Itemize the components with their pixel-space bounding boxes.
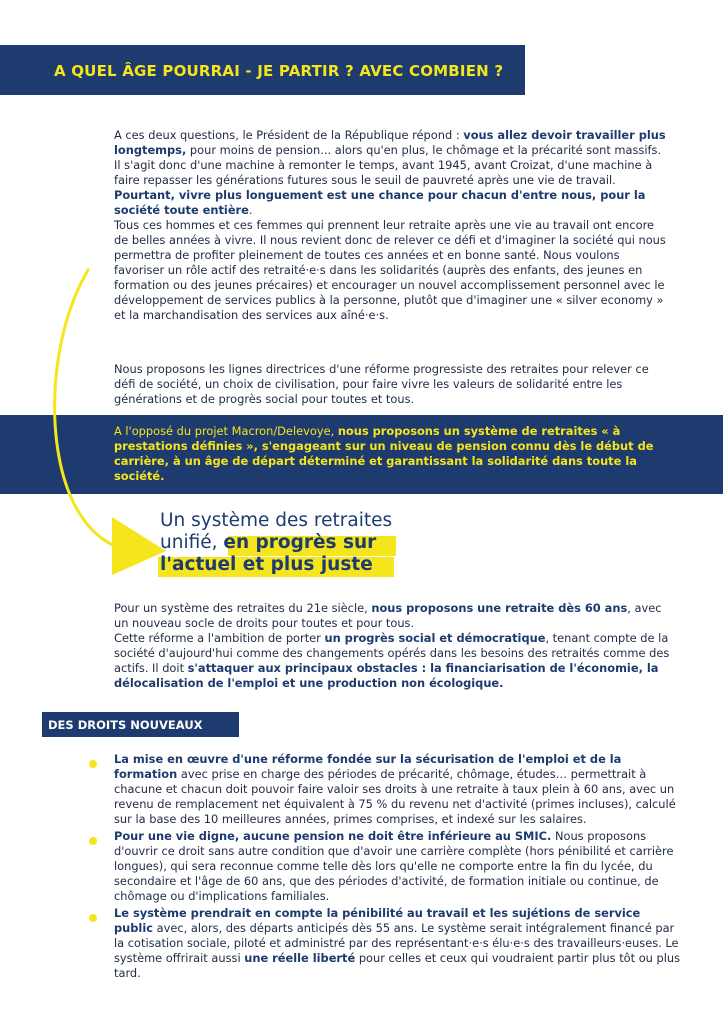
subtitle-line: [160, 532, 460, 554]
band-emphasis: nous proposons un système de retraites « à prestations définies », s'engageant sur un niveau de pension connu dès le début de carrière, à un âge de départ déterminé et garantissant la solidarité dans toute la société.: [114, 424, 654, 483]
intro-paragraph-3: Tous ces hommes et ces femmes qui prennent leur retraite après une vie au travail ont encore de belles années à vivre. Il nous revient donc de relever ce défi et d'imaginer la société qui nous permettra de profiter pleinement de toutes ces années et en bonne santé. Nous voulons favoriser un rôle actif des retraité·e·s dans les solidarités (auprès des enfants, des jeunes en formation ou des jeunes précaires) et encourager un nouvel accomplissement personnel avec le développement de services publics à la personne, plutôt que d'imaginer une « silver economy » et la marchandisation des services aux aîné·e·s.: [114, 218, 666, 322]
intro-text: .: [248, 203, 253, 217]
list-item: [114, 906, 682, 981]
subtitle-text: unifié,: [160, 532, 224, 553]
intro-text: pour moins de pension... alors qu'en plus, le chômage et la précarité sont massifs. Il s'agit donc d'une machine à remonter le temps, avant 1945, avant Croizat, d'une machine à faire repasser les générations futures sous le seuil de pauvreté après une vie de travail.: [114, 143, 662, 187]
intro-paragraph-2: [114, 188, 670, 218]
system-text: Cette réforme a l'ambition de porter: [114, 631, 325, 645]
list-item: [114, 752, 682, 827]
intro-text: A ces deux questions, le Président de la République répond :: [114, 128, 464, 142]
system-paragraph-2: [114, 631, 674, 691]
section-heading: [42, 712, 239, 737]
curved-arrow-icon: [40, 265, 170, 585]
band-intro: A l'opposé du projet Macron/Delevoye,: [114, 424, 338, 438]
list-item-text: avec, alors, des départs anticipés dès 55 ans. Le système serait intégralement financé par la cotisation sociale, piloté et administré par des représentant·e·s élu·e·s des travailleurs·euses. Le système offrirait aussi: [114, 921, 679, 965]
intro-emphasis: vous allez devoir travailler plus longtemps,: [114, 128, 666, 157]
list-item-text: pour celles et ceux qui voudraient partir plus tôt ou plus tard.: [114, 951, 681, 980]
list-item-emphasis: Pour une vie digne, aucune pension ne doit être inférieure au SMIC.: [114, 829, 552, 843]
list-item-text: avec prise en charge des périodes de précarité, chômage, études… permettrait à chacune et chacun doit pouvoir faire valoir ses droits à une retraite à taux plein à 60 ans, avec un revenu de remplacement net équivalent à 75 % du revenu net d'activité (primes incluses), calculé sur la base des 10 meilleures années, primes comprises, et indexé sur les salaires.: [114, 767, 676, 826]
system-text: , tenant compte de la société d'aujourd'hui comme des changements opérés dans les besoins des retraités comme des actifs. Il doit: [114, 631, 670, 675]
system-section: [114, 601, 674, 691]
band-text: [114, 424, 680, 484]
page-title: A QUEL ÂGE POURRAI - JE PARTIR ? AVEC COMBIEN ?: [54, 62, 504, 80]
section-subtitle: [160, 510, 460, 576]
rights-list: [114, 752, 682, 983]
intro-section: [114, 128, 670, 323]
bullet-icon: [89, 760, 97, 768]
list-item-emphasis: La mise en œuvre d'une réforme fondée sur la sécurisation de l'emploi et de la formation: [114, 752, 622, 781]
subtitle-line: l'actuel et plus juste: [160, 554, 373, 575]
system-emphasis: un progrès social et démocratique: [324, 631, 546, 645]
system-emphasis: nous proposons une retraite dès 60 ans: [371, 601, 628, 615]
system-text: , avec un nouveau socle de droits pour toutes et pour tous.: [114, 601, 662, 630]
list-item-emphasis: une réelle liberté: [244, 951, 356, 965]
subtitle-line: Un système des retraites: [160, 510, 393, 531]
list-item-emphasis: Le système prendrait en compte la pénibilité au travail et les sujétions de service public: [114, 906, 641, 935]
page-title-banner: [0, 45, 525, 95]
system-paragraph-1: [114, 601, 674, 631]
bullet-icon: [89, 837, 97, 845]
system-text: Pour un système des retraites du 21e siècle,: [114, 601, 372, 615]
list-item-text: Nous proposons d'ouvrir ce droit sans autre condition que d'avoir une carrière complète (hors pénibilité et carrière longues), qui sera reconnue comme telle dès lors qu'elle ne comporte entre la fin du lycée, du secondaire et l'âge de 60 ans, que des périodes d'activité, de formation initiale ou continue, de chômage ou d'implications familiales.: [114, 829, 674, 903]
proposal-paragraph: Nous proposons les lignes directrices d'une réforme progressiste des retraites pour relever ce défi de société, un choix de civilisation, pour faire vivre les valeurs de solidarité entre les générations et de progrès social pour toutes et tous.: [114, 362, 649, 406]
section-heading-text: DES DROITS NOUVEAUX: [48, 718, 203, 732]
system-emphasis: s'attaquer aux principaux obstacles : la financiarisation de l'économie, la délocalisation de l'emploi et une production non écologique.: [114, 661, 659, 690]
list-item: [114, 829, 682, 904]
subtitle-emphasis: en progrès sur: [223, 532, 377, 553]
bullet-icon: [89, 914, 97, 922]
intro-emphasis: Pourtant, vivre plus longuement est une chance pour chacun d'entre nous, pour la société toute entière: [114, 188, 646, 217]
intro-paragraph-1: [114, 128, 670, 188]
